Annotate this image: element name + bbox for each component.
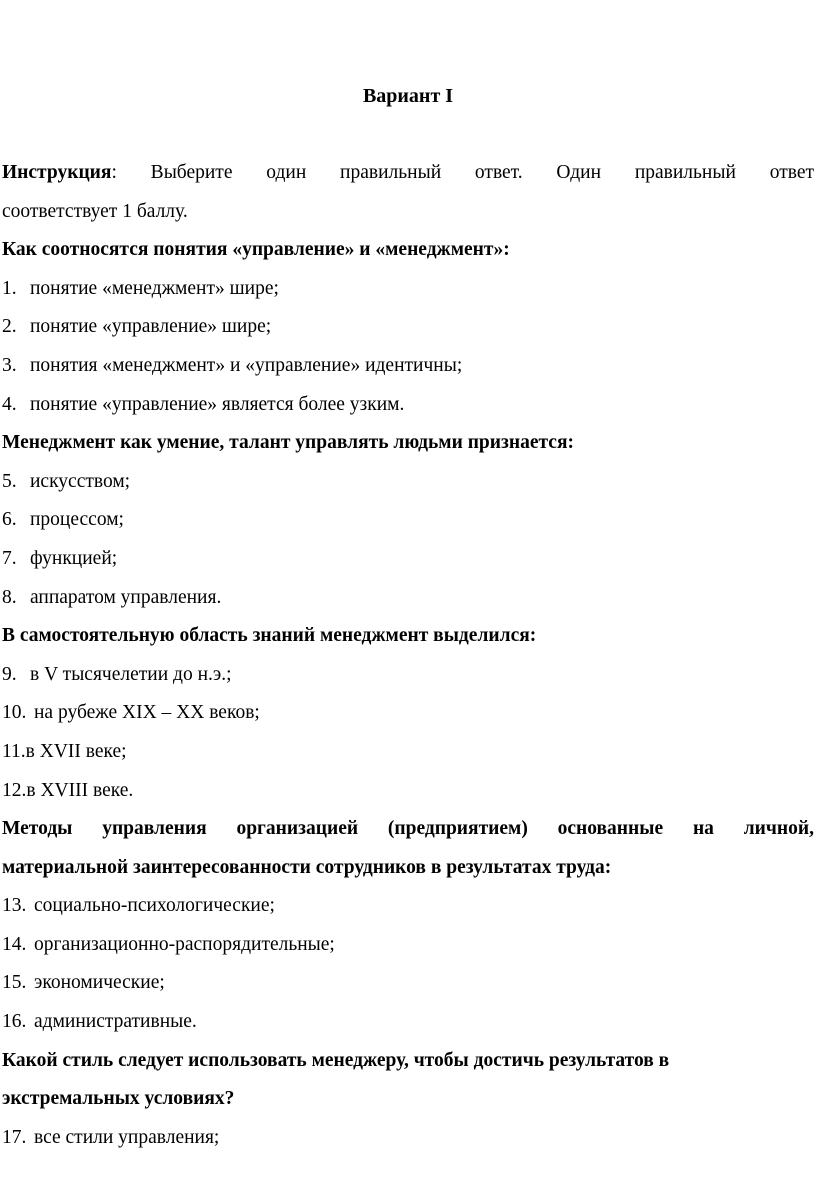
option-14 [2,926,814,965]
option-text: все стили управления; [34,1126,220,1148]
option-text: процессом; [30,509,124,531]
option-10 [2,694,814,733]
question-4-text-line-2: материальной заинтересованности сотрудников в результатах труда: [2,856,612,878]
option-text: искусством; [30,470,131,492]
option-6 [2,501,814,540]
option-17 [2,1119,814,1158]
option-number: 15. [2,972,27,994]
option-text: на рубеже XIX – XX веков; [34,702,260,724]
instruction-line-2: соответствует 1 баллу. [2,200,188,222]
question-5-text-line-1: Какой стиль следует использовать менеджеру, чтобы достичь результатов в [2,1049,670,1071]
option-12 [2,772,814,811]
option-text: понятия «менеджмент» и «управление» идентичны; [30,354,463,376]
option-16 [2,1003,814,1042]
option-4 [2,386,814,425]
option-text: административные. [34,1011,197,1033]
option-text: в XVII веке; [25,740,127,762]
option-9 [2,656,814,695]
option-8 [2,579,814,618]
question-4-text-line-1: Методы управления организацией (предприятием) основанные на личной, [2,818,814,840]
option-number: 2. [2,316,17,338]
option-number: 12. [2,779,27,801]
option-13 [2,887,814,926]
question-1-text: Как соотносятся понятия «управление» и «менеджмент»: [2,239,510,261]
instruction-label: Инструкция [2,162,112,183]
option-text: в XVIII веке. [26,779,134,801]
option-3 [2,347,814,386]
instruction-line-1 [2,154,814,193]
question-3-text: В самостоятельную область знаний менеджмент выделился: [2,625,537,647]
option-5 [2,463,814,502]
option-text: понятие «управление» является более узким. [30,393,405,415]
option-number: 9. [2,663,17,685]
option-11 [2,733,814,772]
document-title: Вариант I [362,85,454,107]
option-number: 10. [2,702,27,724]
question-5-text-line-2: экстремальных условиях? [2,1088,235,1110]
option-text: понятие «менеджмент» шире; [30,277,279,299]
option-number: 17. [2,1126,27,1148]
option-2 [2,308,814,347]
option-number: 8. [2,586,17,608]
option-text: экономические; [34,972,165,994]
option-number: 13. [2,895,27,917]
document-content [2,154,814,1157]
option-text: функцией; [30,547,118,569]
option-number: 3. [2,354,17,376]
option-7 [2,540,814,579]
question-2-text: Менеджмент как умение, талант управлять людьми признается: [2,432,575,454]
option-number: 5. [2,470,17,492]
option-1 [2,270,814,309]
option-15 [2,964,814,1003]
option-text: в V тысячелетии до н.э.; [30,663,232,685]
option-number: 14. [2,933,27,955]
option-number: 11. [2,740,26,762]
option-number: 6. [2,509,17,531]
option-number: 4. [2,393,17,415]
option-text: социально-психологические; [34,895,275,917]
option-text: аппаратом управления. [30,586,222,608]
option-text: понятие «управление» шире; [30,316,272,338]
instruction-text: : Выберите один правильный ответ. Один правильный ответ [111,162,814,183]
option-text: организационно-распорядительные; [34,933,335,955]
option-number: 7. [2,547,17,569]
option-number: 1. [2,277,17,299]
option-number: 16. [2,1011,27,1033]
